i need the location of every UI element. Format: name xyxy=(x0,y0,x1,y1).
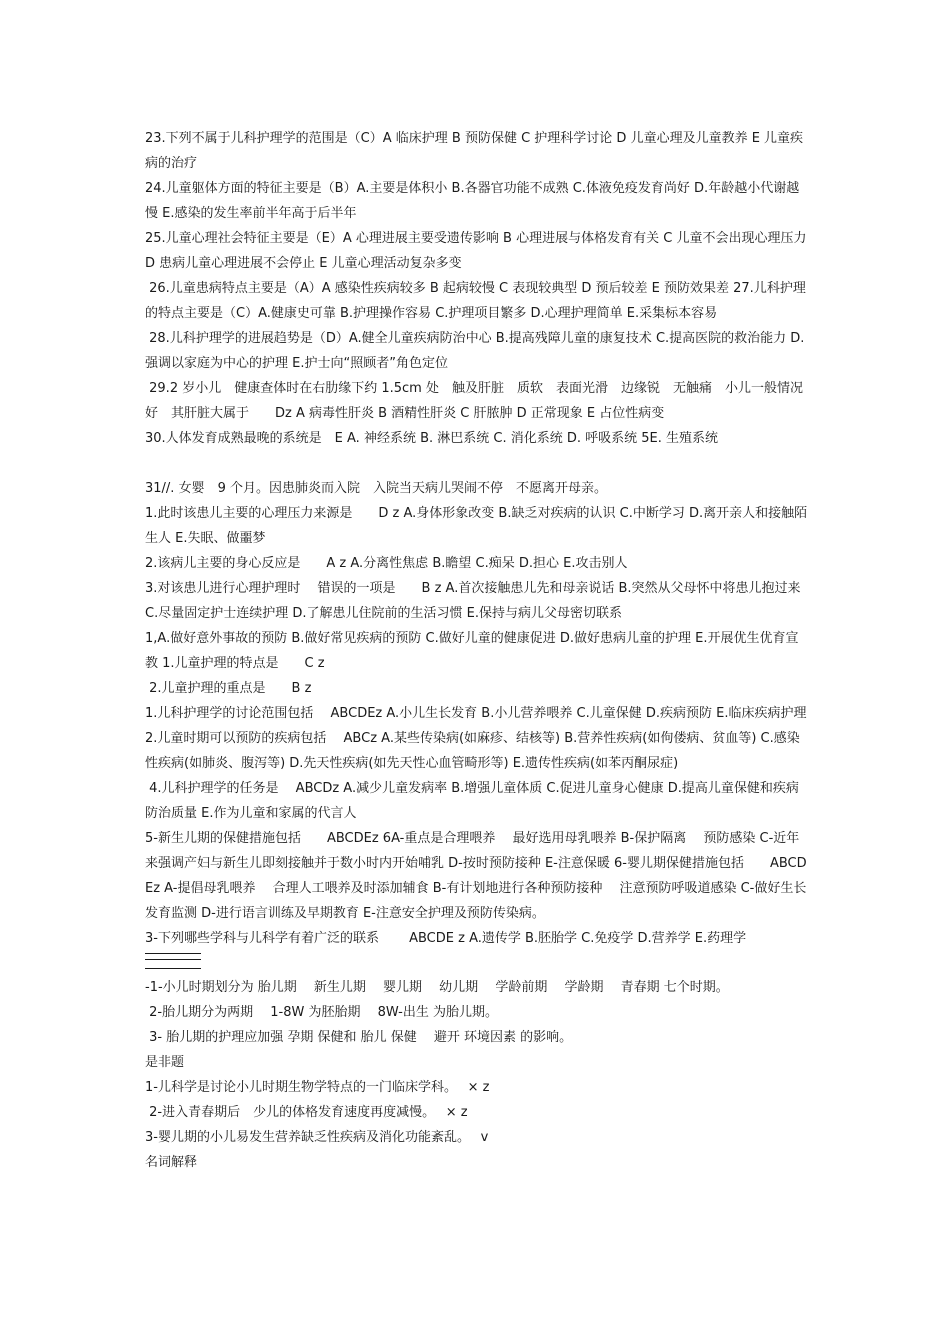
multi-question-5-6: 5-新生儿期的保健措施包括 ABCDEz 6A-重点是合理喂养 最好选用母乳喂养 B-保护隔离 预防感染 C-近年来强调产妇与新生儿即刻接触并于数小时内开始哺乳 D-按时预防接种 E-注意保暖 6-婴儿期保健措施包括 ABCDEz A-提倡母乳喂养 合理人工喂养及时添加辅食 B-有计划地进行各种预防接种 注意预防呼吸道感染 C-做好生长发育监测 D-进行语言训练及早期教育 E-注意安全护理及预防传染病。 xyxy=(145,831,807,921)
true-false-2: 2-进入青春期后 少儿的体格发育速度再度减慢。 × z xyxy=(145,1105,468,1120)
question-24: 24.儿童躯体方面的特征主要是（B）A.主要是体积小 B.各器官功能不成熟 C.体液免疫发育尚好 D.年龄越小代谢越慢 E.感染的发生率前半年高于后半年 xyxy=(145,181,800,221)
term-explanation-heading: 名词解释 xyxy=(145,1155,198,1170)
multi-question-2: 2.儿童时期可以预防的疾病包括 ABCz A.某些传染病(如麻疹、结核等) B.营养性疾病(如佝偻病、贫血等) C.感染性疾病(如肺炎、腹泻等) D.先天性疾病(如先天性心血管畸形等) E.遗传性疾病(如苯丙酮尿症) xyxy=(145,731,800,771)
true-false-1: 1-儿科学是讨论小儿时期生物学特点的一门临床学科。 × z xyxy=(145,1080,490,1095)
multi-question-4: 4.儿科护理学的任务是 ABCDz A.减少儿童发病率 B.增强儿童体质 C.促进儿童身心健康 D.提高儿童保健和疾病防治质量 E.作为儿童和家属的代言人 xyxy=(145,781,799,821)
options-block: 1,A.做好意外事故的预防 B.做好常见疾病的预防 C.做好儿童的健康促进 D.做好患病儿童的护理 E.开展优生优育宣教 1.儿童护理的特点是 C z xyxy=(145,631,799,671)
fill-blank-2: 2-胎儿期分为两期 1-8W 为胚胎期 8W-出生 为胎儿期。 xyxy=(145,1005,499,1020)
case-question-3: 3.对该患儿进行心理护理时 错误的一项是 B z A.首次接触患儿先和母亲说话 B.突然从父母怀中将患儿抱过来 C.尽量固定护士连续护理 D.了解患儿住院前的生活习惯 E.保持与病儿父母密切联系 xyxy=(145,581,805,621)
question-23: 23.下列不属于儿科护理学的范围是（C）A 临床护理 B 预防保健 C 护理科学讨论 D 儿童心理及儿童教养 E 儿童疾病的治疗 xyxy=(145,131,804,171)
multi-question-1: 1.儿科护理学的讨论范围包括 ABCDEz A.小儿生长发育 B.小儿营养喂养 C.儿童保健 D.疾病预防 E.临床疾病护理 xyxy=(145,706,807,721)
question-30: 30.人体发育成熟最晚的系统是 E A. 神经系统 B. 淋巴系统 C. 消化系统 D. 呼吸系统 5E. 生殖系统 xyxy=(145,431,719,446)
case-31-intro: 31//. 女婴 9 个月。因患肺炎而入院 入院当天病儿哭闹不停 不愿离开母亲。 xyxy=(145,481,607,496)
question-29: 29.2 岁小儿 健康查体时在右肋缘下约 1.5cm 处 触及肝脏 质软 表面光滑 边缘锐 无触痛 小儿一般情况好 其肝脏大属于 Dz A 病毒性肝炎 B 酒精性肝炎 C 肝脓肿 D 正常现象 E 占位性病变 xyxy=(145,381,803,421)
true-false-heading: 是非题 xyxy=(145,1055,185,1070)
blank-line xyxy=(145,451,810,476)
case-question-1: 1.此时该患儿主要的心理压力来源是 D z A.身体形象改变 B.缺乏对疾病的认识 C.中断学习 D.离开亲人和接触陌生人 E.失眠、做噩梦 xyxy=(145,506,808,546)
document-page xyxy=(145,126,810,1175)
section-divider xyxy=(145,953,201,969)
case-question-2: 2.该病儿主要的身心反应是 A z A.分离性焦虑 B.瞻望 C.痴呆 D.担心 E.攻击别人 xyxy=(145,556,628,571)
fill-blank-1: -1-小儿时期划分为 胎儿期 新生儿期 婴儿期 幼儿期 学龄前期 学龄期 青春期 七个时期。 xyxy=(145,980,729,995)
question-25: 25.儿童心理社会特征主要是（E）A 心理进展主要受遗传影响 B 心理进展与体格发育有关 C 儿童不会出现心理压力 D 患病儿童心理进展不会停止 E 儿童心理活动复杂多变 xyxy=(145,231,811,271)
fill-blank-3: 3- 胎儿期的护理应加强 孕期 保健和 胎儿 保健 避开 环境因素 的影响。 xyxy=(145,1030,573,1045)
question-26-27: 26.儿童患病特点主要是（A）A 感染性疾病较多 B 起病较慢 C 表现较典型 D 预后较差 E 预防效果差 27.儿科护理的特点主要是（C）A.健康史可靠 B.护理操作容易 C.护理项目繁多 D.心理护理简单 E.采集标本容易 xyxy=(145,281,806,321)
question-28: 28.儿科护理学的进展趋势是（D）A.健全儿童疾病防治中心 B.提高残障儿童的康复技术 C.提高医院的救治能力 D.强调以家庭为中心的护理 E.护士向“照顾者”角色定位 xyxy=(145,331,805,371)
multi-question-3: 3-下列哪些学科与儿科学有着广泛的联系 ABCDE z A.遗传学 B.胚胎学 C.免疫学 D.营养学 E.药理学 xyxy=(145,931,747,946)
nursing-focus: 2.儿童护理的重点是 B z xyxy=(145,681,312,696)
true-false-3: 3-婴儿期的小儿易发生营养缺乏性疾病及消化功能紊乱。 v xyxy=(145,1130,489,1145)
